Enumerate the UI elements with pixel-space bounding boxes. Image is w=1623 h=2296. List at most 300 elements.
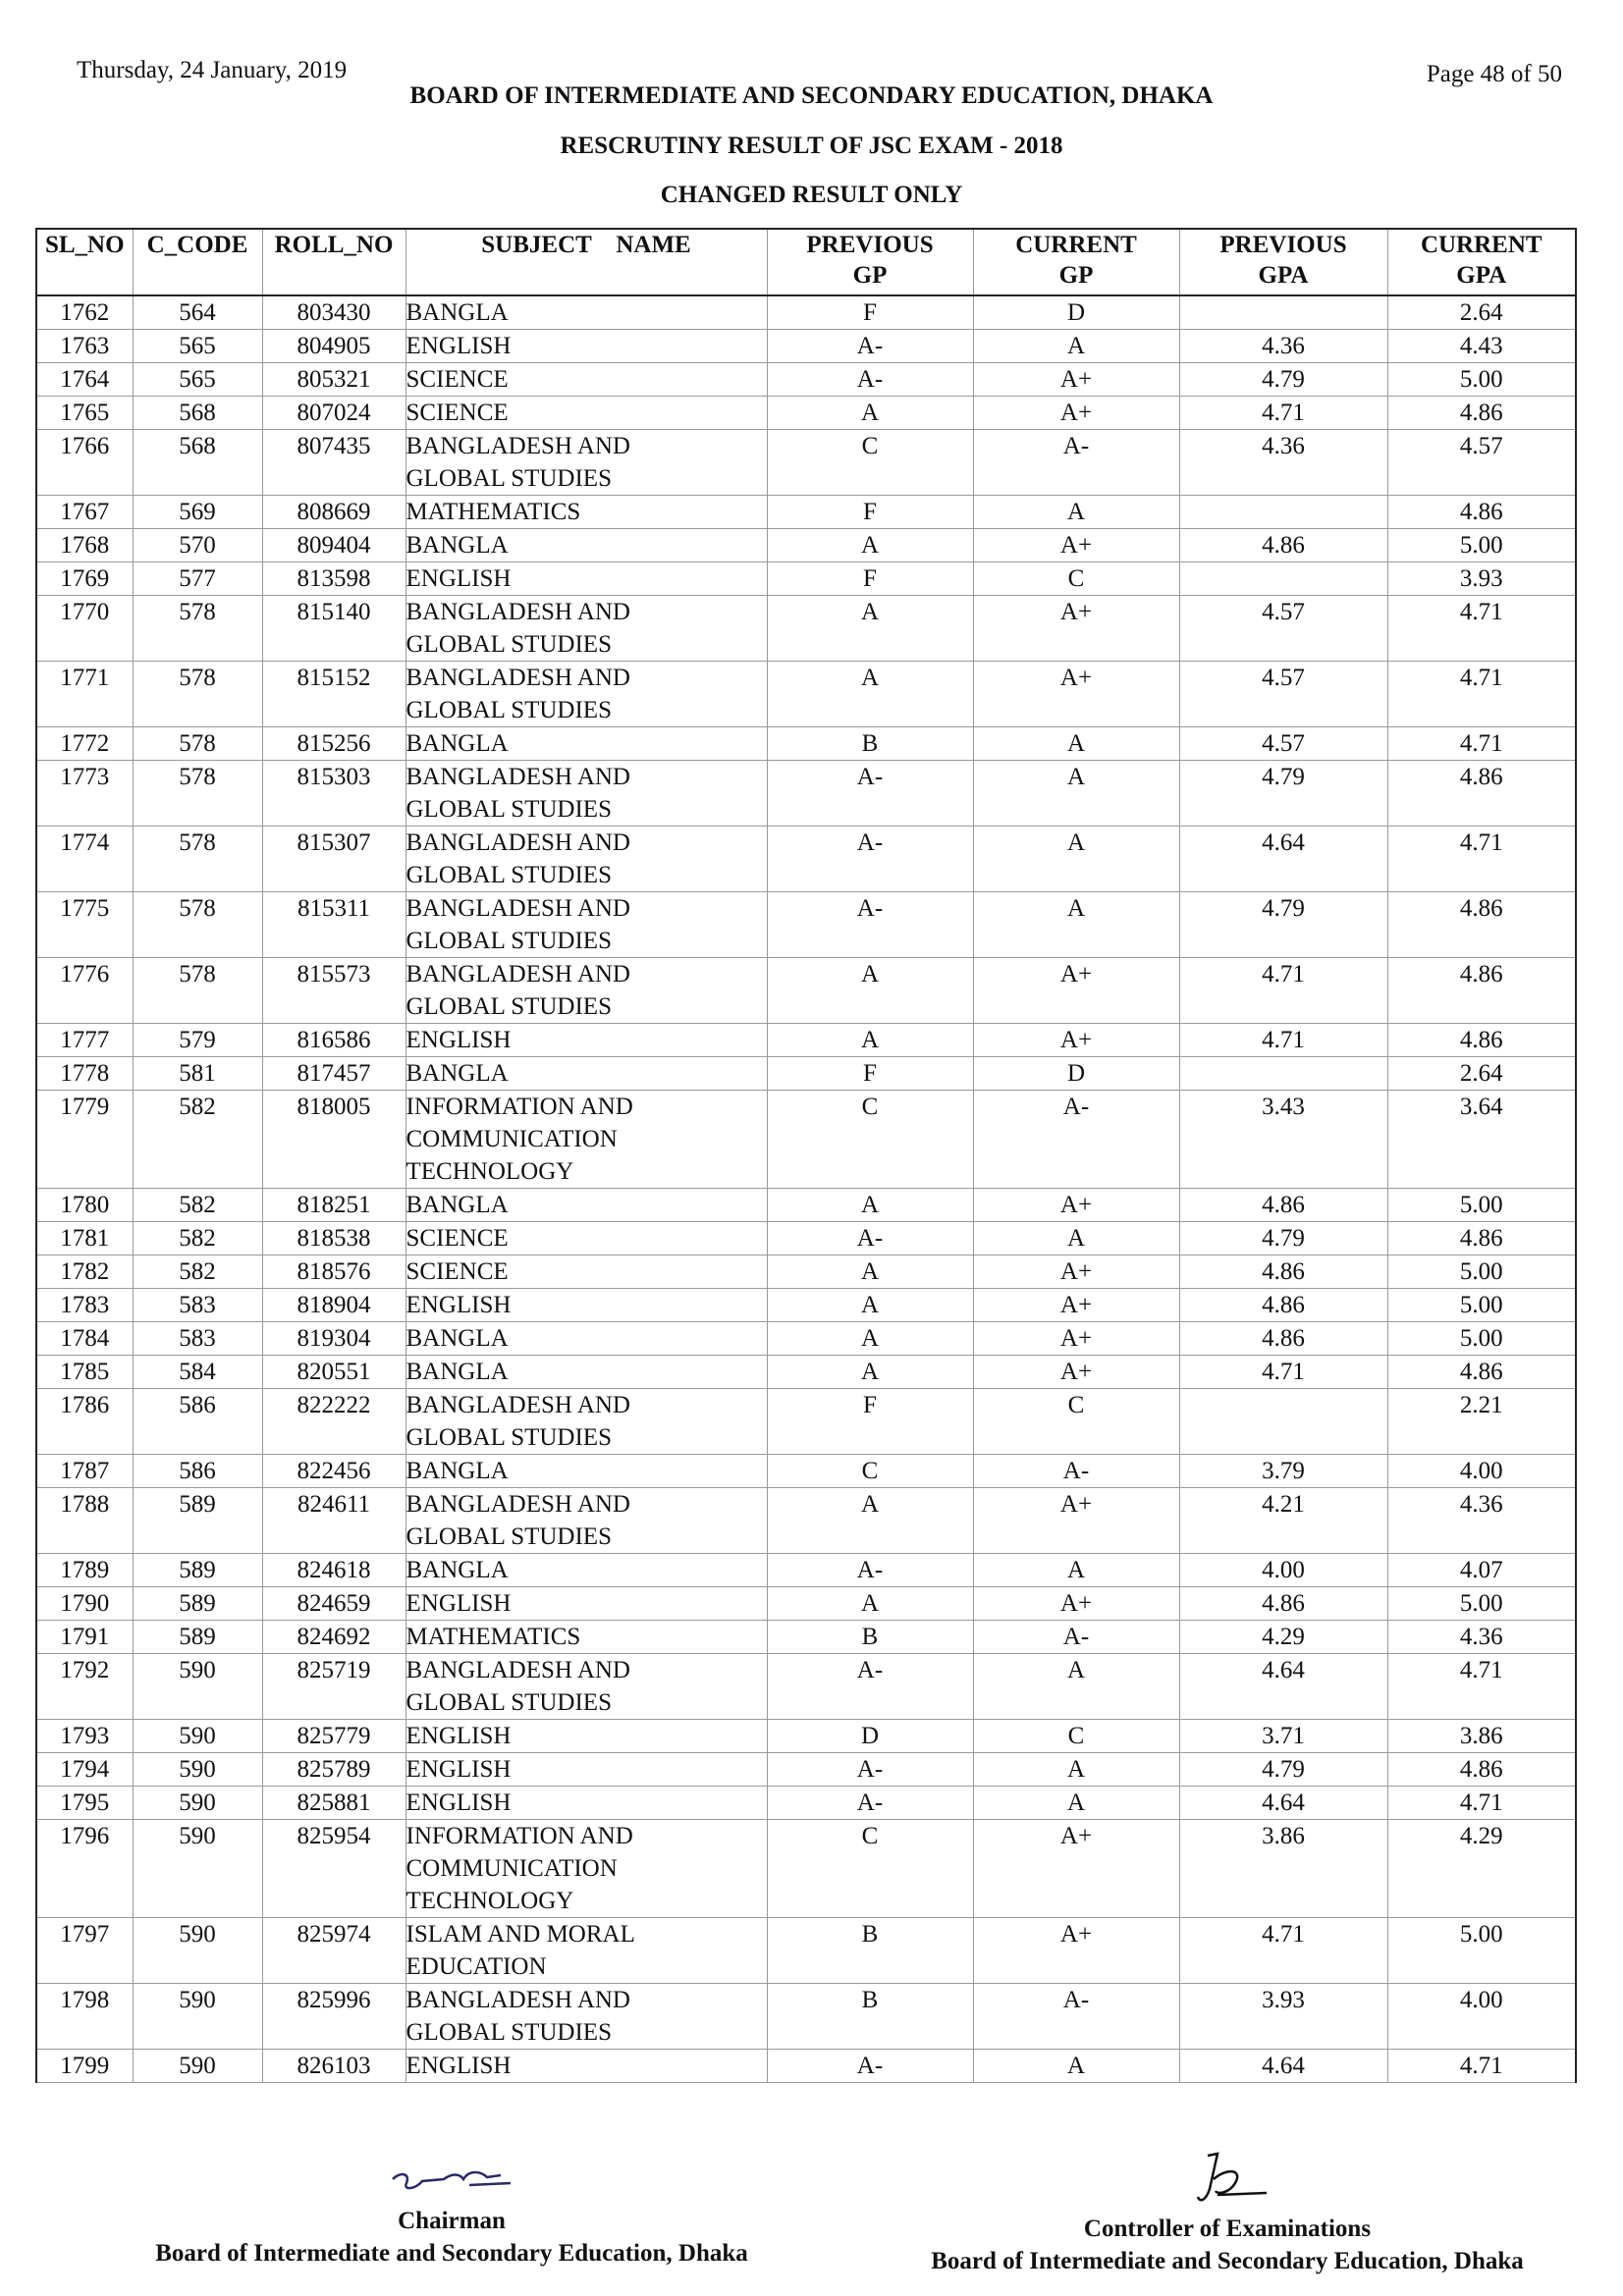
previous-gp-cell: A xyxy=(767,1289,973,1322)
table-row xyxy=(36,1554,1576,1587)
subject-cell xyxy=(406,1455,767,1488)
previous-gpa-cell: 4.71 xyxy=(1179,1024,1387,1057)
subject-line: COMMUNICATION xyxy=(406,1855,618,1882)
roll-no-cell: 818538 xyxy=(262,1222,406,1255)
subject-line: BANGLA xyxy=(406,299,509,326)
roll-no-cell: 825954 xyxy=(262,1820,406,1918)
c-code-cell: 578 xyxy=(133,727,262,761)
roll-no-cell: 822456 xyxy=(262,1455,406,1488)
subject-cell xyxy=(406,662,767,727)
previous-gp-cell: A- xyxy=(767,892,973,958)
subject-line: BANGLA xyxy=(406,1325,509,1352)
c-code-cell: 578 xyxy=(133,892,262,958)
sl-no-cell: 1793 xyxy=(36,1720,133,1753)
current-gpa-cell: 4.86 xyxy=(1387,1222,1576,1255)
roll-no-cell: 804905 xyxy=(262,330,406,363)
table-row xyxy=(36,1222,1576,1255)
roll-no-cell: 825974 xyxy=(262,1918,406,1984)
c-code-cell: 565 xyxy=(133,330,262,363)
col-header-subject-name: SUBJECT NAME xyxy=(406,229,767,295)
table-row xyxy=(36,1753,1576,1787)
subject-line: BANGLA xyxy=(406,1557,509,1583)
sl-no-cell: 1775 xyxy=(36,892,133,958)
table-row xyxy=(36,662,1576,727)
subject-line: GLOBAL STUDIES xyxy=(406,2019,612,2046)
roll-no-cell: 825779 xyxy=(262,1720,406,1753)
table-row xyxy=(36,1057,1576,1091)
result-subtitle: CHANGED RESULT ONLY xyxy=(660,182,963,208)
c-code-cell: 582 xyxy=(133,1255,262,1289)
previous-gp-cell: F xyxy=(767,1057,973,1091)
subject-line: ENGLISH xyxy=(406,565,512,592)
sl-no-cell: 1768 xyxy=(36,529,133,562)
roll-no-cell: 807435 xyxy=(262,430,406,496)
col-header-roll-no: ROLL_NO xyxy=(262,229,406,295)
sl-no-cell: 1788 xyxy=(36,1488,133,1554)
previous-gpa-cell: 3.93 xyxy=(1179,1984,1387,2050)
previous-gp-cell: A- xyxy=(767,761,973,827)
subject-line: SCIENCE xyxy=(406,366,509,393)
current-gp-cell: A+ xyxy=(973,529,1179,562)
current-gp-cell: C xyxy=(973,1389,1179,1455)
subject-cell xyxy=(406,1753,767,1787)
previous-gpa-cell: 3.43 xyxy=(1179,1091,1387,1189)
table-row xyxy=(36,1720,1576,1753)
sl-no-cell: 1771 xyxy=(36,662,133,727)
results-table xyxy=(35,228,1577,2083)
previous-gp-cell: A- xyxy=(767,330,973,363)
previous-gp-cell: A xyxy=(767,1024,973,1057)
subject-line: GLOBAL STUDIES xyxy=(406,993,612,1020)
previous-gp-cell: C xyxy=(767,1820,973,1918)
roll-no-cell: 807024 xyxy=(262,397,406,430)
sl-no-cell: 1763 xyxy=(36,330,133,363)
roll-no-cell: 824611 xyxy=(262,1488,406,1554)
subject-cell xyxy=(406,295,767,330)
table-row xyxy=(36,1024,1576,1057)
previous-gp-cell: B xyxy=(767,1984,973,2050)
roll-no-cell: 824659 xyxy=(262,1587,406,1621)
current-gp-cell: A+ xyxy=(973,1289,1179,1322)
c-code-cell: 589 xyxy=(133,1621,262,1654)
roll-no-cell: 818576 xyxy=(262,1255,406,1289)
previous-gpa-cell xyxy=(1179,295,1387,330)
roll-no-cell: 815307 xyxy=(262,827,406,892)
subject-line: BANGLADESH AND xyxy=(406,829,630,856)
roll-no-cell: 803430 xyxy=(262,295,406,330)
c-code-cell: 568 xyxy=(133,397,262,430)
current-gp-cell: A xyxy=(973,1753,1179,1787)
table-row xyxy=(36,363,1576,397)
table-row xyxy=(36,1587,1576,1621)
current-gp-cell: A+ xyxy=(973,1189,1179,1222)
roll-no-cell: 818904 xyxy=(262,1289,406,1322)
roll-no-cell: 818005 xyxy=(262,1091,406,1189)
previous-gpa-cell: 4.79 xyxy=(1179,761,1387,827)
sl-no-cell: 1787 xyxy=(36,1455,133,1488)
subject-line: BANGLADESH AND xyxy=(406,665,630,691)
c-code-cell: 582 xyxy=(133,1189,262,1222)
subject-cell xyxy=(406,1621,767,1654)
subject-cell xyxy=(406,1587,767,1621)
current-gp-cell: A+ xyxy=(973,1918,1179,1984)
c-code-cell: 590 xyxy=(133,1720,262,1753)
table-row xyxy=(36,1255,1576,1289)
current-gp-cell: A+ xyxy=(973,958,1179,1024)
subject-line: ENGLISH xyxy=(406,1723,512,1749)
subject-cell xyxy=(406,1057,767,1091)
table-row xyxy=(36,596,1576,662)
c-code-cell: 590 xyxy=(133,1984,262,2050)
c-code-cell: 578 xyxy=(133,761,262,827)
roll-no-cell: 808669 xyxy=(262,496,406,529)
previous-gpa-cell: 4.79 xyxy=(1179,892,1387,958)
subject-line: BANGLADESH AND xyxy=(406,1987,630,2013)
c-code-cell: 578 xyxy=(133,958,262,1024)
c-code-cell: 569 xyxy=(133,496,262,529)
c-code-cell: 589 xyxy=(133,1488,262,1554)
roll-no-cell: 815573 xyxy=(262,958,406,1024)
subject-line: SCIENCE xyxy=(406,1225,509,1252)
current-gpa-cell: 5.00 xyxy=(1387,1189,1576,1222)
subject-line: BANGLADESH AND xyxy=(406,961,630,988)
current-gp-cell: A+ xyxy=(973,397,1179,430)
c-code-cell: 590 xyxy=(133,1918,262,1984)
subject-line: BANGLA xyxy=(406,1458,509,1484)
previous-gp-cell: F xyxy=(767,1389,973,1455)
subject-line: ISLAM AND MORAL xyxy=(406,1921,635,1948)
previous-gp-cell: A xyxy=(767,1488,973,1554)
previous-gpa-cell: 4.64 xyxy=(1179,827,1387,892)
current-gpa-cell: 4.71 xyxy=(1387,596,1576,662)
subject-cell xyxy=(406,529,767,562)
board-title: BOARD OF INTERMEDIATE AND SECONDARY EDUCATION, DHAKA xyxy=(409,82,1214,109)
roll-no-cell: 825719 xyxy=(262,1654,406,1720)
roll-no-cell: 815140 xyxy=(262,596,406,662)
subject-cell xyxy=(406,1720,767,1753)
subject-cell xyxy=(406,727,767,761)
current-gp-cell: A xyxy=(973,1787,1179,1820)
table-row xyxy=(36,430,1576,496)
current-gp-cell: A+ xyxy=(973,1322,1179,1356)
previous-gpa-cell: 4.57 xyxy=(1179,662,1387,727)
current-gp-cell: A xyxy=(973,496,1179,529)
current-gpa-cell: 4.86 xyxy=(1387,958,1576,1024)
subject-line: TECHNOLOGY xyxy=(406,1158,574,1185)
c-code-cell: 586 xyxy=(133,1455,262,1488)
chairman-signature-block xyxy=(98,2150,805,2269)
previous-gpa-cell xyxy=(1179,496,1387,529)
sl-no-cell: 1777 xyxy=(36,1024,133,1057)
previous-gp-cell: A- xyxy=(767,1554,973,1587)
roll-no-cell: 822222 xyxy=(262,1389,406,1455)
sl-no-cell: 1770 xyxy=(36,596,133,662)
subject-cell xyxy=(406,1488,767,1554)
current-gpa-cell: 4.00 xyxy=(1387,1984,1576,2050)
c-code-cell: 589 xyxy=(133,1554,262,1587)
c-code-cell: 578 xyxy=(133,662,262,727)
previous-gp-cell: A- xyxy=(767,2050,973,2083)
previous-gpa-cell: 4.36 xyxy=(1179,330,1387,363)
current-gpa-cell: 4.71 xyxy=(1387,827,1576,892)
current-gpa-cell: 4.43 xyxy=(1387,330,1576,363)
subject-cell xyxy=(406,958,767,1024)
roll-no-cell: 805321 xyxy=(262,363,406,397)
chairman-label: Chairman xyxy=(398,2208,506,2234)
previous-gp-cell: A- xyxy=(767,363,973,397)
subject-line: INFORMATION AND xyxy=(406,1094,633,1120)
previous-gpa-cell: 4.79 xyxy=(1179,363,1387,397)
subject-cell xyxy=(406,596,767,662)
subject-line: BANGLADESH AND xyxy=(406,1392,630,1418)
current-gp-cell: A- xyxy=(973,430,1179,496)
c-code-cell: 589 xyxy=(133,1587,262,1621)
sl-no-cell: 1789 xyxy=(36,1554,133,1587)
c-code-cell: 581 xyxy=(133,1057,262,1091)
previous-gp-cell: A xyxy=(767,958,973,1024)
subject-line: BANGLA xyxy=(406,1060,509,1087)
c-code-cell: 590 xyxy=(133,1654,262,1720)
table-row xyxy=(36,1455,1576,1488)
table-row xyxy=(36,1654,1576,1720)
c-code-cell: 583 xyxy=(133,1289,262,1322)
subject-cell xyxy=(406,761,767,827)
sl-no-cell: 1769 xyxy=(36,562,133,596)
roll-no-cell: 815311 xyxy=(262,892,406,958)
current-gp-cell: A+ xyxy=(973,1255,1179,1289)
previous-gpa-cell: 4.86 xyxy=(1179,1322,1387,1356)
c-code-cell: 586 xyxy=(133,1389,262,1455)
subject-line: MATHEMATICS xyxy=(406,1624,581,1650)
sl-no-cell: 1798 xyxy=(36,1984,133,2050)
subject-line: GLOBAL STUDIES xyxy=(406,1424,612,1451)
roll-no-cell: 820551 xyxy=(262,1356,406,1389)
sl-no-cell: 1785 xyxy=(36,1356,133,1389)
current-gpa-cell: 5.00 xyxy=(1387,1322,1576,1356)
previous-gp-cell: A- xyxy=(767,1222,973,1255)
exam-title: RESCRUTINY RESULT OF JSC EXAM - 2018 xyxy=(560,133,1063,159)
controller-signature-icon xyxy=(1149,2150,1306,2209)
table-row xyxy=(36,1091,1576,1189)
sl-no-cell: 1782 xyxy=(36,1255,133,1289)
subject-line: BANGLADESH AND xyxy=(406,764,630,790)
current-gp-cell: C xyxy=(973,562,1179,596)
table-row xyxy=(36,1389,1576,1455)
c-code-cell: 590 xyxy=(133,1820,262,1918)
subject-line: GLOBAL STUDIES xyxy=(406,928,612,954)
current-gp-cell: A- xyxy=(973,1984,1179,2050)
subject-line: BANGLADESH AND xyxy=(406,1657,630,1683)
previous-gpa-cell: 4.71 xyxy=(1179,397,1387,430)
current-gpa-cell: 4.71 xyxy=(1387,2050,1576,2083)
previous-gpa-cell xyxy=(1179,1057,1387,1091)
subject-cell xyxy=(406,1820,767,1918)
previous-gpa-cell: 4.64 xyxy=(1179,1787,1387,1820)
col-header-previous-gpa: PREVIOUS GPA xyxy=(1179,229,1387,295)
table-row xyxy=(36,1787,1576,1820)
current-gpa-cell: 5.00 xyxy=(1387,1255,1576,1289)
previous-gp-cell: A xyxy=(767,1189,973,1222)
c-code-cell: 568 xyxy=(133,430,262,496)
controller-label: Controller of Examinations xyxy=(1083,2216,1372,2242)
subject-line: BANGLADESH AND xyxy=(406,599,630,625)
previous-gpa-cell: 4.21 xyxy=(1179,1488,1387,1554)
subject-line: GLOBAL STUDIES xyxy=(406,465,612,492)
table-row xyxy=(36,496,1576,529)
subject-cell xyxy=(406,1255,767,1289)
sl-no-cell: 1791 xyxy=(36,1621,133,1654)
current-gpa-cell: 4.71 xyxy=(1387,1654,1576,1720)
table-row xyxy=(36,1820,1576,1918)
roll-no-cell: 824618 xyxy=(262,1554,406,1587)
current-gp-cell: C xyxy=(973,1720,1179,1753)
current-gp-cell: A+ xyxy=(973,1587,1179,1621)
subject-line: BANGLA xyxy=(406,532,509,559)
subject-cell xyxy=(406,496,767,529)
table-row xyxy=(36,1621,1576,1654)
previous-gpa-cell: 4.64 xyxy=(1179,1654,1387,1720)
table-body xyxy=(36,295,1576,2083)
current-gp-cell: A xyxy=(973,761,1179,827)
current-gp-cell: A+ xyxy=(973,1356,1179,1389)
previous-gp-cell: B xyxy=(767,1621,973,1654)
current-gp-cell: A xyxy=(973,330,1179,363)
subject-cell xyxy=(406,562,767,596)
current-gp-cell: A+ xyxy=(973,662,1179,727)
current-gpa-cell: 4.86 xyxy=(1387,496,1576,529)
c-code-cell: 590 xyxy=(133,1753,262,1787)
roll-no-cell: 825789 xyxy=(262,1753,406,1787)
chairman-org: Board of Intermediate and Secondary Education, Dhaka xyxy=(155,2240,748,2267)
current-gp-cell: A+ xyxy=(973,1024,1179,1057)
table-row xyxy=(36,397,1576,430)
roll-no-cell: 816586 xyxy=(262,1024,406,1057)
current-gp-cell: A+ xyxy=(973,596,1179,662)
roll-no-cell: 824692 xyxy=(262,1621,406,1654)
c-code-cell: 570 xyxy=(133,529,262,562)
current-gpa-cell: 4.36 xyxy=(1387,1488,1576,1554)
previous-gpa-cell: 4.71 xyxy=(1179,1356,1387,1389)
c-code-cell: 565 xyxy=(133,363,262,397)
previous-gpa-cell: 3.71 xyxy=(1179,1720,1387,1753)
previous-gp-cell: B xyxy=(767,1918,973,1984)
sl-no-cell: 1796 xyxy=(36,1820,133,1918)
col-header-current-gpa: CURRENT GPA xyxy=(1387,229,1576,295)
table-row xyxy=(36,330,1576,363)
subject-line: GLOBAL STUDIES xyxy=(406,796,612,823)
previous-gp-cell: C xyxy=(767,1455,973,1488)
current-gpa-cell: 5.00 xyxy=(1387,363,1576,397)
current-gpa-cell: 4.86 xyxy=(1387,761,1576,827)
c-code-cell: 584 xyxy=(133,1356,262,1389)
previous-gpa-cell: 4.00 xyxy=(1179,1554,1387,1587)
roll-no-cell: 825881 xyxy=(262,1787,406,1820)
roll-no-cell: 809404 xyxy=(262,529,406,562)
previous-gp-cell: F xyxy=(767,295,973,330)
current-gpa-cell: 4.71 xyxy=(1387,1787,1576,1820)
previous-gp-cell: A xyxy=(767,1322,973,1356)
current-gpa-cell: 4.86 xyxy=(1387,1753,1576,1787)
subject-cell xyxy=(406,1984,767,2050)
chairman-signature-icon xyxy=(353,2150,550,2201)
sl-no-cell: 1783 xyxy=(36,1289,133,1322)
table-row xyxy=(36,1289,1576,1322)
print-date: Thursday, 24 January, 2019 xyxy=(77,57,348,83)
current-gp-cell: A- xyxy=(973,1455,1179,1488)
current-gp-cell: A xyxy=(973,892,1179,958)
current-gp-cell: A xyxy=(973,727,1179,761)
current-gp-cell: A+ xyxy=(973,363,1179,397)
sl-no-cell: 1784 xyxy=(36,1322,133,1356)
sl-no-cell: 1779 xyxy=(36,1091,133,1189)
sl-no-cell: 1765 xyxy=(36,397,133,430)
col-header-sl-no: SL_NO xyxy=(36,229,133,295)
previous-gpa-cell: 4.86 xyxy=(1179,1289,1387,1322)
subject-line: ENGLISH xyxy=(406,333,512,359)
previous-gpa-cell: 4.86 xyxy=(1179,1189,1387,1222)
previous-gpa-cell xyxy=(1179,562,1387,596)
previous-gpa-cell xyxy=(1179,1389,1387,1455)
previous-gp-cell: A- xyxy=(767,1787,973,1820)
subject-line: SCIENCE xyxy=(406,1258,509,1285)
current-gpa-cell: 5.00 xyxy=(1387,1587,1576,1621)
previous-gp-cell: A xyxy=(767,662,973,727)
subject-line: BANGLA xyxy=(406,730,509,757)
current-gpa-cell: 4.86 xyxy=(1387,397,1576,430)
subject-line: ENGLISH xyxy=(406,1590,512,1617)
table-row xyxy=(36,892,1576,958)
table-row xyxy=(36,761,1576,827)
col-header-c-code: C_CODE xyxy=(133,229,262,295)
subject-line: GLOBAL STUDIES xyxy=(406,697,612,723)
current-gpa-cell: 2.64 xyxy=(1387,1057,1576,1091)
table-row xyxy=(36,1984,1576,2050)
subject-line: MATHEMATICS xyxy=(406,499,581,525)
previous-gpa-cell: 4.36 xyxy=(1179,430,1387,496)
current-gpa-cell: 4.07 xyxy=(1387,1554,1576,1587)
current-gpa-cell: 4.00 xyxy=(1387,1455,1576,1488)
current-gpa-cell: 5.00 xyxy=(1387,529,1576,562)
previous-gpa-cell: 4.71 xyxy=(1179,958,1387,1024)
roll-no-cell: 825996 xyxy=(262,1984,406,2050)
current-gpa-cell: 4.71 xyxy=(1387,727,1576,761)
roll-no-cell: 815152 xyxy=(262,662,406,727)
subject-cell xyxy=(406,1289,767,1322)
previous-gp-cell: D xyxy=(767,1720,973,1753)
sl-no-cell: 1780 xyxy=(36,1189,133,1222)
previous-gp-cell: C xyxy=(767,430,973,496)
current-gp-cell: A xyxy=(973,827,1179,892)
sl-no-cell: 1792 xyxy=(36,1654,133,1720)
subject-cell xyxy=(406,430,767,496)
current-gp-cell: A+ xyxy=(973,1820,1179,1918)
subject-line: TECHNOLOGY xyxy=(406,1888,574,1914)
current-gpa-cell: 4.86 xyxy=(1387,892,1576,958)
table-row xyxy=(36,727,1576,761)
subject-line: BANGLA xyxy=(406,1359,509,1385)
previous-gp-cell: A xyxy=(767,397,973,430)
subject-line: GLOBAL STUDIES xyxy=(406,631,612,658)
subject-cell xyxy=(406,1356,767,1389)
table-row xyxy=(36,295,1576,330)
current-gpa-cell: 4.57 xyxy=(1387,430,1576,496)
previous-gpa-cell: 4.71 xyxy=(1179,1918,1387,1984)
sl-no-cell: 1790 xyxy=(36,1587,133,1621)
subject-line: GLOBAL STUDIES xyxy=(406,1523,612,1550)
sl-no-cell: 1797 xyxy=(36,1918,133,1984)
table-row xyxy=(36,2050,1576,2083)
sl-no-cell: 1772 xyxy=(36,727,133,761)
